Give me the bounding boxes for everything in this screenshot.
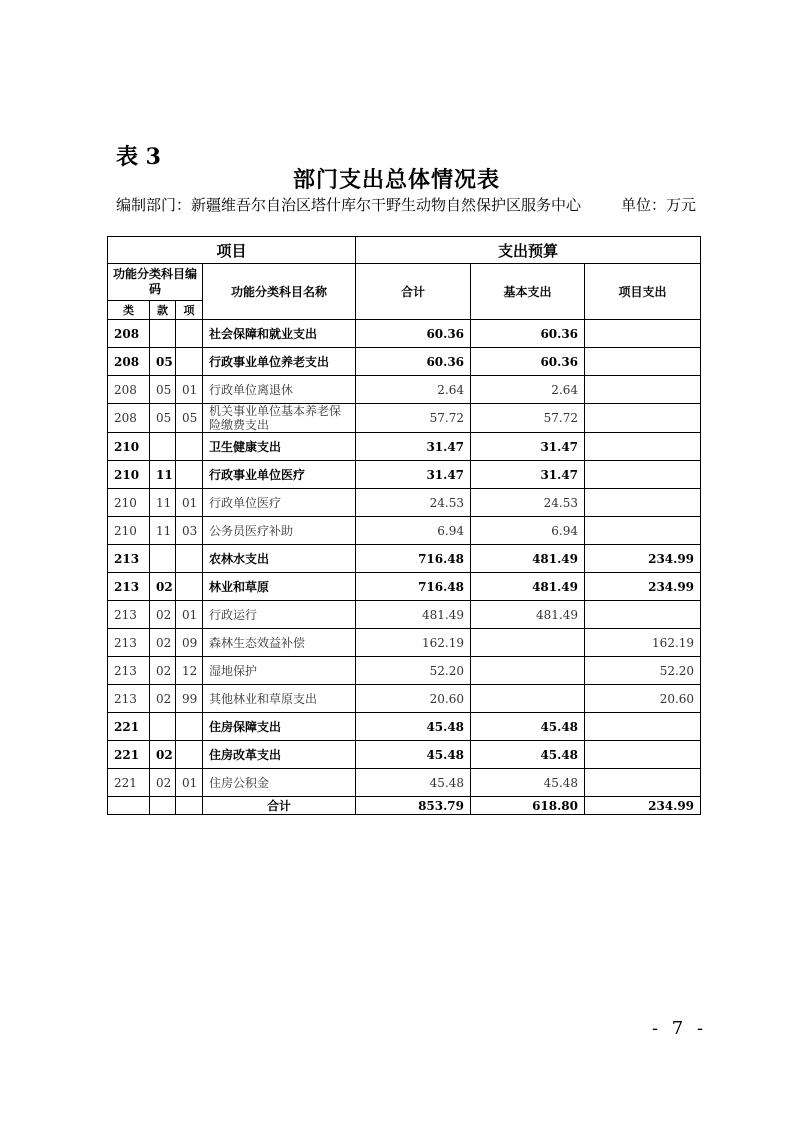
header-basic: 基本支出 (471, 264, 585, 320)
table-row (108, 713, 701, 741)
cell-name: 行政事业单位养老支出 (203, 348, 356, 376)
cell-kuan: 02 (150, 685, 176, 713)
cell-basic: 6.94 (471, 517, 585, 545)
cell-project (585, 404, 701, 433)
cell-lei: 208 (108, 404, 150, 433)
table-row (108, 685, 701, 713)
cell-lei: 213 (108, 573, 150, 601)
cell-xiang: 01 (176, 489, 203, 517)
cell-xiang (176, 320, 203, 348)
header-name: 功能分类科目名称 (203, 264, 356, 320)
cell-lei: 213 (108, 545, 150, 573)
table-row (108, 320, 701, 348)
total-label: 合计 (203, 797, 356, 815)
cell-total: 31.47 (356, 433, 471, 461)
cell-lei: 208 (108, 348, 150, 376)
expenditure-table (107, 236, 701, 815)
cell-basic: 45.48 (471, 769, 585, 797)
cell-project (585, 713, 701, 741)
cell-total: 45.48 (356, 713, 471, 741)
cell-project (585, 489, 701, 517)
cell-kuan: 02 (150, 741, 176, 769)
cell-xiang: 01 (176, 769, 203, 797)
cell-total: 716.48 (356, 545, 471, 573)
cell-basic: 2.64 (471, 376, 585, 404)
header-project: 项目 (108, 237, 356, 264)
table-row (108, 601, 701, 629)
cell-basic: 60.36 (471, 320, 585, 348)
cell-kuan: 05 (150, 348, 176, 376)
cell-project (585, 517, 701, 545)
header-project-expense: 项目支出 (585, 264, 701, 320)
cell-name: 林业和草原 (203, 573, 356, 601)
total-empty-lei (108, 797, 150, 815)
cell-kuan: 02 (150, 769, 176, 797)
cell-xiang: 05 (176, 404, 203, 433)
cell-xiang: 03 (176, 517, 203, 545)
total-basic: 618.80 (471, 797, 585, 815)
cell-total: 716.48 (356, 573, 471, 601)
page-number: - 7 - (652, 1018, 708, 1039)
cell-total: 162.19 (356, 629, 471, 657)
cell-project: 20.60 (585, 685, 701, 713)
header-kuan: 款 (150, 301, 176, 320)
cell-name: 森林生态效益补偿 (203, 629, 356, 657)
table-row (108, 489, 701, 517)
total-empty-kuan (150, 797, 176, 815)
cell-kuan: 11 (150, 489, 176, 517)
cell-basic (471, 685, 585, 713)
cell-lei: 210 (108, 461, 150, 489)
cell-xiang (176, 545, 203, 573)
table-row (108, 376, 701, 404)
cell-name: 社会保障和就业支出 (203, 320, 356, 348)
cell-basic: 45.48 (471, 713, 585, 741)
cell-name: 湿地保护 (203, 657, 356, 685)
cell-project (585, 320, 701, 348)
cell-basic: 24.53 (471, 489, 585, 517)
header-code-group: 功能分类科目编码 (108, 264, 203, 301)
cell-name: 行政事业单位医疗 (203, 461, 356, 489)
cell-kuan: 11 (150, 461, 176, 489)
cell-name: 住房保障支出 (203, 713, 356, 741)
table-row (108, 404, 701, 433)
cell-basic: 45.48 (471, 741, 585, 769)
cell-lei: 213 (108, 685, 150, 713)
cell-lei: 221 (108, 713, 150, 741)
table-meta (116, 196, 696, 214)
cell-total: 6.94 (356, 517, 471, 545)
cell-kuan: 02 (150, 601, 176, 629)
cell-total: 45.48 (356, 741, 471, 769)
cell-basic: 60.36 (471, 348, 585, 376)
cell-total: 45.48 (356, 769, 471, 797)
table-row (108, 629, 701, 657)
cell-basic: 31.47 (471, 461, 585, 489)
department-label: 编制部门：新疆维吾尔自治区塔什库尔干野生动物自然保护区服务中心 (116, 196, 582, 214)
cell-project (585, 601, 701, 629)
table-row (108, 769, 701, 797)
cell-name: 机关事业单位基本养老保险缴费支出 (203, 404, 356, 433)
cell-xiang (176, 348, 203, 376)
cell-kuan: 02 (150, 573, 176, 601)
total-row (108, 797, 701, 815)
cell-kuan: 05 (150, 376, 176, 404)
total-sum: 853.79 (356, 797, 471, 815)
cell-name: 行政运行 (203, 601, 356, 629)
cell-lei: 221 (108, 769, 150, 797)
header-lei: 类 (108, 301, 150, 320)
cell-lei: 221 (108, 741, 150, 769)
table-row (108, 461, 701, 489)
page-title: 部门支出总体情况表 (292, 167, 500, 193)
cell-basic: 481.49 (471, 545, 585, 573)
table-row (108, 517, 701, 545)
cell-basic (471, 629, 585, 657)
table-label: 表 3 (116, 144, 161, 170)
cell-lei: 210 (108, 433, 150, 461)
table-row (108, 573, 701, 601)
cell-project: 162.19 (585, 629, 701, 657)
cell-lei: 208 (108, 320, 150, 348)
cell-kuan (150, 713, 176, 741)
cell-basic (471, 657, 585, 685)
cell-xiang (176, 461, 203, 489)
cell-project (585, 769, 701, 797)
cell-lei: 213 (108, 601, 150, 629)
cell-kuan: 02 (150, 629, 176, 657)
cell-project (585, 348, 701, 376)
cell-total: 52.20 (356, 657, 471, 685)
cell-name: 公务员医疗补助 (203, 517, 356, 545)
cell-kuan (150, 433, 176, 461)
cell-name: 住房公积金 (203, 769, 356, 797)
cell-lei: 213 (108, 657, 150, 685)
cell-kuan: 02 (150, 657, 176, 685)
table-row (108, 348, 701, 376)
cell-name: 行政单位离退休 (203, 376, 356, 404)
cell-xiang: 99 (176, 685, 203, 713)
cell-project: 52.20 (585, 657, 701, 685)
cell-total: 24.53 (356, 489, 471, 517)
cell-total: 481.49 (356, 601, 471, 629)
cell-lei: 213 (108, 629, 150, 657)
cell-project: 234.99 (585, 545, 701, 573)
cell-xiang: 01 (176, 601, 203, 629)
table-row (108, 657, 701, 685)
cell-kuan: 05 (150, 404, 176, 433)
cell-project (585, 461, 701, 489)
cell-xiang (176, 713, 203, 741)
total-project: 234.99 (585, 797, 701, 815)
cell-xiang (176, 433, 203, 461)
cell-basic: 481.49 (471, 601, 585, 629)
cell-project (585, 741, 701, 769)
cell-project: 234.99 (585, 573, 701, 601)
cell-total: 20.60 (356, 685, 471, 713)
cell-xiang: 09 (176, 629, 203, 657)
cell-basic: 57.72 (471, 404, 585, 433)
cell-total: 60.36 (356, 320, 471, 348)
cell-total: 57.72 (356, 404, 471, 433)
cell-lei: 210 (108, 517, 150, 545)
cell-xiang (176, 741, 203, 769)
cell-kuan (150, 545, 176, 573)
cell-basic: 31.47 (471, 433, 585, 461)
cell-total: 2.64 (356, 376, 471, 404)
table-row (108, 433, 701, 461)
cell-name: 农林水支出 (203, 545, 356, 573)
cell-name: 行政单位医疗 (203, 489, 356, 517)
header-budget: 支出预算 (356, 237, 701, 264)
cell-lei: 208 (108, 376, 150, 404)
unit-label: 单位：万元 (620, 196, 696, 214)
cell-total: 31.47 (356, 461, 471, 489)
cell-total: 60.36 (356, 348, 471, 376)
cell-xiang: 12 (176, 657, 203, 685)
cell-project (585, 376, 701, 404)
cell-name: 住房改革支出 (203, 741, 356, 769)
cell-project (585, 433, 701, 461)
cell-name: 卫生健康支出 (203, 433, 356, 461)
cell-xiang: 01 (176, 376, 203, 404)
header-xiang: 项 (176, 301, 203, 320)
table-body (108, 320, 701, 797)
cell-basic: 481.49 (471, 573, 585, 601)
cell-xiang (176, 573, 203, 601)
cell-kuan: 11 (150, 517, 176, 545)
cell-kuan (150, 320, 176, 348)
total-empty-xiang (176, 797, 203, 815)
table-row (108, 741, 701, 769)
header-total: 合计 (356, 264, 471, 320)
cell-lei: 210 (108, 489, 150, 517)
table-row (108, 545, 701, 573)
cell-name: 其他林业和草原支出 (203, 685, 356, 713)
